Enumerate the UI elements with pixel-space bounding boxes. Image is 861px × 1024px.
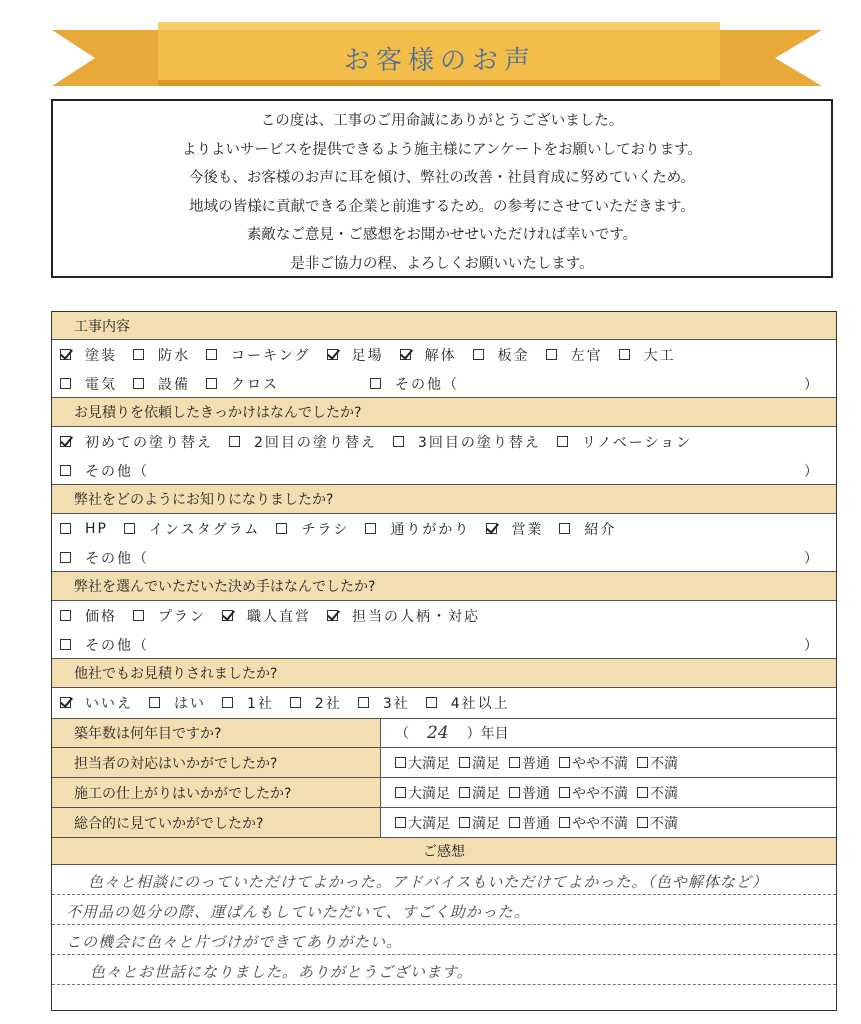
option-label: 初めての塗り替え (85, 434, 213, 451)
intro-line: 地域の皆様に貢献できる企業と前進するため。の参考にさせていただきます。 (189, 198, 695, 215)
option-label: 3回目の塗り替え (417, 434, 541, 451)
source-other-option[interactable] (60, 548, 149, 568)
rating-options (381, 778, 836, 807)
others-options (52, 688, 836, 719)
option-item[interactable] (133, 345, 190, 365)
checkbox[interactable] (229, 436, 240, 447)
checkbox[interactable] (133, 610, 144, 621)
option-label: 足場 (351, 347, 384, 364)
decision-header: 弊社を選んでいただいた決め手はなんでしたか? (52, 572, 836, 601)
option-label: 2回目の塗り替え (254, 434, 377, 451)
paren-close: ） (804, 463, 818, 480)
intro-line: 是非ご協力の程、よろしくお願いいたします。 (290, 255, 594, 272)
decision-other-option[interactable] (60, 635, 149, 655)
option-item[interactable] (486, 519, 543, 539)
rating-option[interactable] (559, 813, 628, 833)
rating-option[interactable] (509, 783, 550, 803)
checkbox[interactable] (559, 757, 570, 768)
paren-open: （ (395, 726, 409, 742)
option-label: 大工 (643, 347, 676, 364)
option-item[interactable] (327, 606, 480, 626)
other-checkbox[interactable] (370, 378, 381, 389)
option-label: 2社 (314, 695, 342, 712)
option-label: チラシ (301, 521, 350, 538)
checked-checkbox[interactable] (222, 610, 233, 621)
work-header: 工事内容 (52, 312, 836, 340)
checkbox[interactable] (60, 523, 71, 534)
checkbox[interactable] (365, 523, 376, 534)
other-label: その他（ (85, 637, 149, 654)
option-item[interactable] (222, 606, 311, 626)
work-row-2 (52, 369, 836, 398)
option-label: プラン (158, 608, 206, 625)
checkbox[interactable] (206, 378, 217, 389)
rating-options (381, 808, 836, 837)
option-item[interactable] (365, 519, 470, 539)
option-label: 担当の人柄・対応 (352, 608, 480, 625)
intro-line: 素敵なご意見・ご感想をお聞かせせいただければ幸いです。 (246, 227, 638, 243)
impression-text: 色々とお世話になりました。ありがとうございます。 (90, 963, 473, 981)
rating-option-label: やや不満 (572, 815, 628, 832)
rating-option-label: 普通 (522, 755, 550, 772)
survey-form (51, 311, 837, 1011)
others-row-1 (52, 688, 836, 717)
rating-question: 担当者の対応はいかがでしたか? (52, 748, 381, 777)
reason-header: お見積りを依頼したきっかけはなんでしたか? (52, 398, 836, 427)
rating-option-label: 大満足 (408, 785, 450, 802)
option-label: 1社 (247, 695, 274, 712)
work-other-option[interactable] (370, 374, 459, 394)
checked-checkbox[interactable] (400, 349, 411, 360)
option-item[interactable] (619, 345, 676, 365)
option-label: 紹介 (584, 521, 617, 538)
checked-checkbox[interactable] (60, 349, 71, 360)
rating-row (52, 748, 836, 778)
option-item[interactable] (222, 693, 274, 713)
page-title: お客様のお声 (343, 45, 536, 76)
option-item[interactable] (290, 693, 342, 713)
checkbox[interactable] (60, 610, 71, 621)
checkbox[interactable] (133, 378, 144, 389)
rating-option[interactable] (509, 813, 550, 833)
rating-row (52, 808, 836, 838)
option-item[interactable] (60, 693, 133, 713)
rating-option-label: 満足 (472, 785, 500, 802)
age-unit: ）年目 (466, 726, 509, 742)
option-item[interactable] (473, 345, 530, 365)
checkbox[interactable] (395, 757, 406, 768)
rating-option-label: 満足 (472, 815, 500, 832)
checkbox[interactable] (559, 523, 570, 534)
other-label: その他（ (85, 550, 149, 567)
rating-option[interactable] (637, 753, 678, 773)
other-label: その他（ (395, 376, 459, 393)
rating-option[interactable] (395, 783, 450, 803)
other-label: その他（ (85, 463, 149, 480)
option-item[interactable] (60, 521, 108, 537)
checked-checkbox[interactable] (327, 610, 338, 621)
rating-option-label: 普通 (522, 815, 550, 832)
intro-line: この度は、工事のご用命誠にありがとうございました。 (260, 113, 624, 129)
option-item[interactable] (393, 432, 541, 452)
option-item[interactable] (60, 374, 117, 394)
option-item[interactable] (133, 606, 206, 626)
paren-close: ） (804, 637, 818, 654)
rating-option-label: 大満足 (408, 815, 450, 832)
impression-text: この機会に色々と片づけができてありがたい。 (66, 933, 403, 951)
title-banner (0, 0, 861, 100)
paren-close: ） (804, 550, 818, 567)
checkbox[interactable] (60, 378, 71, 389)
reason-row-1 (52, 427, 836, 456)
checkbox[interactable] (509, 787, 520, 798)
option-label: 左官 (570, 347, 603, 364)
option-label: 設備 (158, 376, 190, 393)
option-item[interactable] (206, 345, 311, 365)
impression-line (52, 925, 836, 955)
checkbox[interactable] (358, 697, 369, 708)
checkbox[interactable] (459, 817, 470, 828)
checkbox[interactable] (222, 697, 233, 708)
rating-option[interactable] (637, 783, 678, 803)
age-row (52, 719, 836, 748)
option-label: はい (174, 695, 206, 712)
impression-header: ご感想 (52, 838, 836, 865)
impression-line (52, 895, 836, 925)
impression-line (52, 865, 836, 895)
decision-options (52, 601, 836, 659)
option-item[interactable] (60, 606, 117, 626)
checked-checkbox[interactable] (60, 436, 71, 447)
option-item[interactable] (559, 519, 616, 539)
reason-other-option[interactable] (60, 461, 149, 481)
checkbox[interactable] (276, 523, 287, 534)
option-item[interactable] (400, 345, 457, 365)
option-item[interactable] (546, 345, 603, 365)
option-label: 防水 (158, 347, 190, 364)
other-checkbox[interactable] (60, 552, 71, 563)
rating-row (52, 778, 836, 808)
rating-option-label: やや不満 (572, 785, 628, 802)
option-item[interactable] (327, 345, 384, 365)
source-header: 弊社をどのようにお知りになりましたか? (52, 485, 836, 514)
rating-option[interactable] (559, 753, 628, 773)
rating-option[interactable] (395, 753, 450, 773)
rating-option-label: 大満足 (408, 755, 450, 772)
checkbox[interactable] (426, 697, 437, 708)
checkbox[interactable] (509, 757, 520, 768)
impression-line (52, 955, 836, 985)
option-item[interactable] (60, 345, 117, 365)
decision-row-1 (52, 601, 836, 630)
checkbox[interactable] (133, 349, 144, 360)
rating-question: 総合的に見ていかがでしたか? (52, 808, 381, 837)
option-label: インスタグラム (148, 521, 261, 538)
checked-checkbox[interactable] (60, 697, 71, 708)
rating-option-label: 満足 (472, 755, 500, 772)
intro-box (51, 99, 833, 278)
option-item[interactable] (206, 374, 279, 394)
option-item[interactable] (60, 432, 213, 452)
option-label: 価格 (85, 608, 117, 625)
option-label: 職人直営 (247, 608, 311, 625)
reason-row-2 (52, 456, 836, 485)
option-item[interactable] (557, 432, 692, 452)
work-row-1 (52, 340, 836, 369)
option-label: 板金 (497, 347, 530, 364)
option-label: 3社 (382, 695, 410, 712)
rating-option[interactable] (459, 813, 500, 833)
option-item[interactable] (149, 693, 206, 713)
decision-row-2 (52, 630, 836, 659)
checkbox[interactable] (393, 436, 404, 447)
rating-question: 施工の仕上がりはいかがでしたか? (52, 778, 381, 807)
intro-line: 今後も、お客様のお声に耳を傾け、弊社の改善・社員育成に努めていくため。 (188, 170, 696, 186)
option-label: 解体 (424, 347, 457, 364)
checkbox[interactable] (509, 817, 520, 828)
reason-options (52, 427, 836, 485)
impression-text: 不用品の処分の際、運ぱんもしていただいて、すごく助かった。 (66, 903, 530, 921)
option-label: 電気 (85, 376, 117, 393)
checkbox[interactable] (149, 697, 160, 708)
source-row-1 (52, 514, 836, 543)
impression-area (52, 865, 836, 1010)
checkbox[interactable] (637, 817, 648, 828)
option-label: いいえ (85, 695, 133, 712)
work-options (52, 340, 836, 398)
rating-option[interactable] (637, 813, 678, 833)
option-item[interactable] (276, 519, 349, 539)
rating-option-label: 不満 (650, 815, 678, 832)
other-checkbox[interactable] (60, 465, 71, 476)
rating-option[interactable] (559, 783, 628, 803)
source-options (52, 514, 836, 572)
checkbox[interactable] (459, 757, 470, 768)
checkbox[interactable] (395, 787, 406, 798)
rating-option-label: 不満 (650, 785, 678, 802)
impression-text: 色々と相談にのっていただけてよかった。アドバイスもいただけてよかった。（色や解体など） (88, 873, 768, 891)
option-label: HP (85, 520, 108, 537)
option-item[interactable] (358, 693, 410, 713)
checkbox[interactable] (619, 349, 630, 360)
impression-line (52, 985, 836, 1015)
option-label: 営業 (511, 521, 544, 538)
option-item[interactable] (133, 374, 190, 394)
rating-option-label: 普通 (522, 785, 550, 802)
source-row-2 (52, 543, 836, 572)
checkbox[interactable] (290, 697, 301, 708)
rating-options (381, 748, 836, 777)
rating-option[interactable] (395, 813, 450, 833)
paren-close: ） (804, 376, 818, 393)
option-item[interactable] (124, 519, 260, 539)
option-label: 通りがかり (390, 521, 471, 538)
option-label: 塗装 (85, 347, 117, 364)
checkbox[interactable] (557, 436, 568, 447)
rating-option[interactable] (459, 783, 500, 803)
other-checkbox[interactable] (60, 639, 71, 650)
rating-option-label: やや不満 (572, 755, 628, 772)
checkbox[interactable] (559, 817, 570, 828)
checkbox[interactable] (124, 523, 135, 534)
checkbox[interactable] (637, 757, 648, 768)
checked-checkbox[interactable] (327, 349, 338, 360)
checkbox[interactable] (473, 349, 484, 360)
checkbox[interactable] (559, 787, 570, 798)
checkbox[interactable] (459, 787, 470, 798)
age-answer (381, 719, 836, 747)
checkbox[interactable] (395, 817, 406, 828)
option-label: 4社以上 (450, 695, 510, 712)
rating-option-label: 不満 (650, 755, 678, 772)
checkbox[interactable] (546, 349, 557, 360)
rating-option[interactable] (509, 753, 550, 773)
option-label: クロス (231, 376, 279, 393)
option-item[interactable] (426, 693, 510, 713)
intro-line: よりよいサービスを提供できるよう施主様にアンケートをお願いしております。 (182, 141, 702, 158)
age-value[interactable]: 24 (427, 723, 449, 743)
rating-option[interactable] (459, 753, 500, 773)
option-label: コーキング (231, 347, 311, 364)
checkbox[interactable] (206, 349, 217, 360)
age-question: 築年数は何年目ですか? (52, 719, 381, 747)
option-label: リノベーション (581, 434, 693, 451)
checkbox[interactable] (637, 787, 648, 798)
option-item[interactable] (229, 432, 377, 452)
checked-checkbox[interactable] (486, 523, 497, 534)
others-header: 他社でもお見積りされましたか? (52, 659, 836, 688)
